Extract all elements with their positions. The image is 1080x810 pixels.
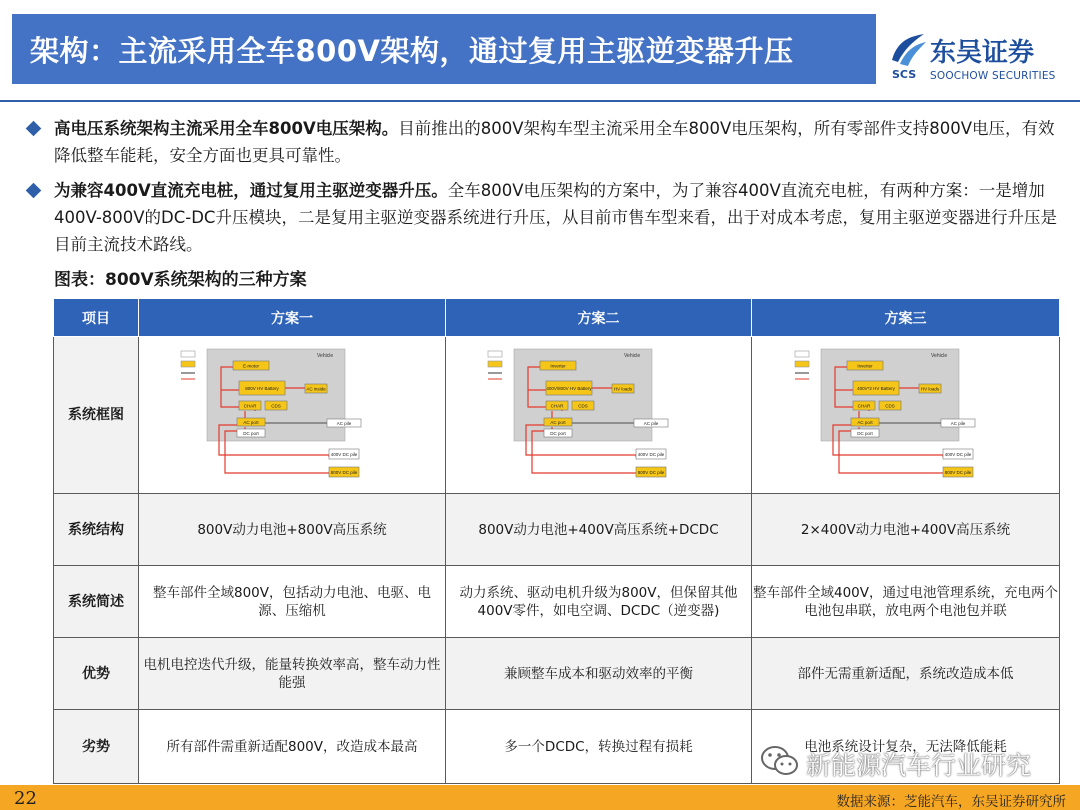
right-box-label: HV loads [613,386,632,392]
right-box-label: HV loads [920,386,939,392]
header-divider [0,100,1080,102]
table-cell: 整车部件全域800V，包括动力电池、电驱、电源、压缩机 [139,566,446,638]
logo-abbrev: SCS [892,68,917,81]
table-row [54,494,1060,566]
top-box-label: E-motor [242,363,260,369]
bullet-item [28,177,1068,258]
battery-box-label: 400V*2 HV Battery [856,385,895,391]
system-diagram [791,345,1021,485]
legend-swatch [488,361,502,367]
dc-port-box-label: DC port [856,430,873,436]
top-box-label: Inverter [549,363,566,369]
bullet-item [28,115,1068,169]
header-plan-2: 方案二 [446,299,752,337]
cds-box-label: CDS [271,403,281,409]
comparison-table [53,298,1060,784]
table-header-row [54,299,1060,337]
top-box-label: Inverter [856,363,873,369]
dc-port-box-label: DC port [549,430,566,436]
table-row [54,566,1060,638]
table-cell: 电机电控迭代升级，能量转换效率高，整车动力性能强 [139,638,446,710]
header-plan-1: 方案一 [139,299,446,337]
logo-english-name: SOOCHOW SECURITIES [930,70,1056,82]
header-item: 项目 [54,299,139,337]
legend-swatch [181,361,195,367]
header-plan-3: 方案三 [752,299,1060,337]
row-label-description: 系统简述 [54,566,139,638]
right-box-label: AC inside [306,386,326,392]
system-diagram [177,345,407,485]
table-cell: 所有部件需重新适配800V，改造成本最高 [139,710,446,784]
figure-title: 图表：800V系统架构的三种方案 [54,270,307,290]
bullet-text [28,177,1068,258]
dc-port-box-label: DC port [243,430,259,436]
ac-pile-box-label: AC pile [643,420,658,426]
legend-swatch [488,351,502,357]
watermark-text: 新能源汽车行业研究 [806,751,1032,780]
table-cell: 2×400V动力电池+400V高压系统 [752,494,1060,566]
legend-swatch [181,351,195,357]
page-title: 架构：主流采用全车800V架构，通过复用主驱逆变器升压 [30,34,794,68]
row-label-diagram: 系统框图 [54,337,139,494]
diagram-cell [752,337,1060,494]
bullet-text [28,115,1068,169]
charger-box-label: CHAR [243,403,257,409]
diagram-cell [139,337,446,494]
data-source: 数据来源：芝能汽车，东吴证券研究所 [836,794,1066,810]
table-cell: 动力系统、驱动电机升级为800V，但保留其他400V零件，如电空调、DCDC（逆变器) [446,566,752,638]
ac-pile-box-label: AC pile [950,420,965,426]
battery-box-label: 800V HV Battery [245,385,279,391]
dc-pile-800-box-label: 800V DC pile [330,469,358,475]
legend-swatch [795,361,809,367]
logo-chinese-name: 东吴证券 [930,38,1035,68]
bullet-body: 全车800V电压架构的方案中，为了兼容400V直流充电桩，有两种方案：一是增加400V-800V的DC-DC升压模块，二是复用主驱逆变器系统进行升压，从目前市售车型来看，出于对成本考虑，复用主驱逆变器进行升压是目前主流技术路线。 [54,181,1057,254]
row-label-disadvantages: 劣势 [54,710,139,784]
table-row [54,337,1060,494]
vehicle-label: Vehicle [930,353,947,359]
ac-port-box-label: AC port [243,419,259,425]
table-row [54,638,1060,710]
ac-port-box-label: AC port [549,419,566,425]
table-cell: 电池系统设计复杂，无法降低能耗 [752,710,1060,784]
ac-pile-box-label: AC pile [336,420,352,426]
dc-pile-800-box-label: 800V DC pile [944,469,971,475]
vehicle-label: Vehicle [317,353,334,359]
bullet-bold-lead: 高电压系统架构主流采用全车800V电压架构。 [54,119,399,138]
wechat-icon [760,744,800,778]
table-cell: 800V动力电池+800V高压系统 [139,494,446,566]
charger-box-label: CHAR [550,403,563,409]
dc-pile-400-box-label: 400V DC pile [330,451,358,457]
battery-box-label: 400V/800V HV Battery [545,385,592,391]
bullet-bold-lead: 为兼容400V直流充电桩，通过复用主驱逆变器升压。 [54,181,448,200]
table-cell: 整车部件全域400V，通过电池管理系统，充电两个电池包串联，放电两个电池包并联 [752,566,1060,638]
system-diagram [484,345,714,485]
table-cell: 多一个DCDC，转换过程有损耗 [446,710,752,784]
row-label-structure: 系统结构 [54,494,139,566]
table-cell: 800V动力电池+400V高压系统+DCDC [446,494,752,566]
scs-logo-icon [888,30,928,68]
dc-pile-400-box-label: 400V DC pile [637,451,664,457]
dc-pile-800-box-label: 800V DC pile [637,469,664,475]
bullet-body: 目前推出的800V架构车型主流采用全车800V电压架构，所有零部件支持800V电压，有效降低整车能耗，安全方面也更具可靠性。 [54,119,1055,165]
charger-box-label: CHAR [857,403,870,409]
diagram-cell [446,337,752,494]
table-cell: 部件无需重新适配，系统改造成本低 [752,638,1060,710]
table-cell: 兼顾整车成本和驱动效率的平衡 [446,638,752,710]
title-bar [12,14,876,84]
dc-pile-400-box-label: 400V DC pile [944,451,971,457]
page-number: 22 [14,788,37,809]
cds-box-label: CDS [884,403,895,409]
company-logo [888,30,1068,90]
cds-box-label: CDS [577,403,588,409]
legend-swatch [795,351,809,357]
vehicle-label: Vehicle [623,353,640,359]
ac-port-box-label: AC port [856,419,873,425]
row-label-advantages: 优势 [54,638,139,710]
